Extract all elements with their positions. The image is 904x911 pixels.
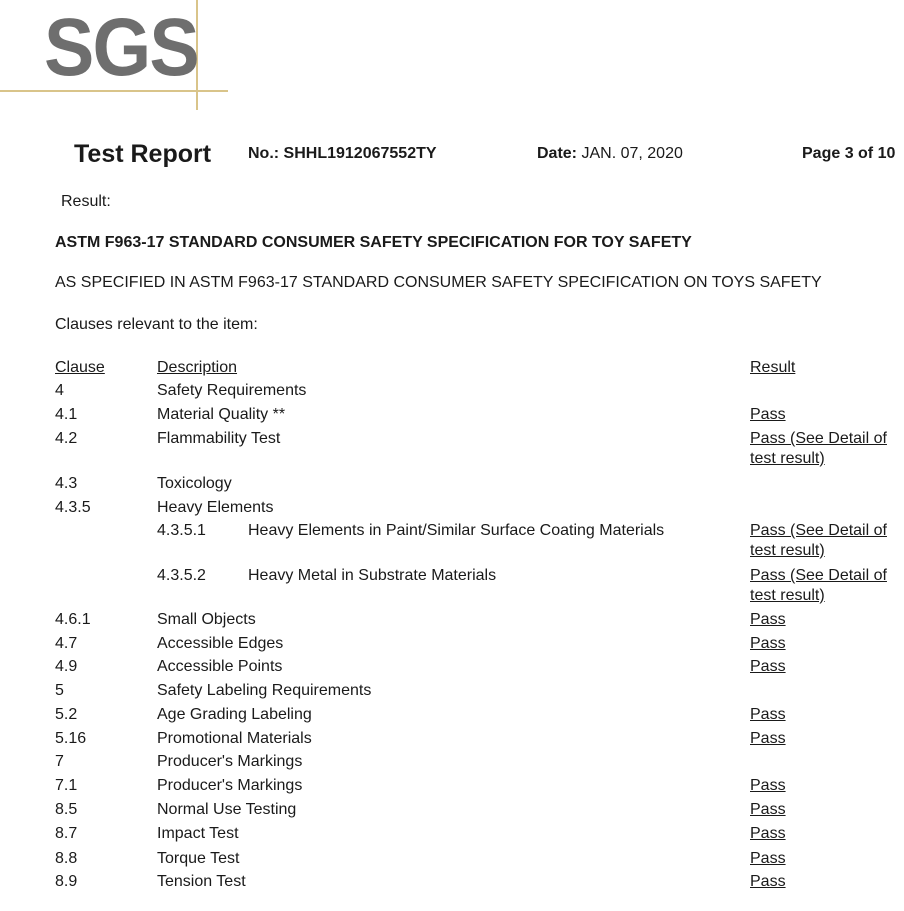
result-value: Pass [750, 406, 786, 423]
logo-text: SGS [44, 2, 198, 93]
clause-description: Safety Requirements [157, 382, 307, 399]
clause-number: 4.3 [55, 475, 78, 492]
result-value: Pass (See Detail of test result) [750, 567, 887, 604]
result-value: Pass [750, 777, 786, 794]
clause-number: 4 [55, 382, 64, 399]
clause-number: 7 [55, 753, 64, 770]
clause-description: Producer's Markings [157, 753, 303, 770]
clause-description: Accessible Points [157, 658, 283, 675]
clause-description: Torque Test [157, 850, 240, 867]
clause-number: 4.2 [55, 430, 78, 447]
clause-description: Normal Use Testing [157, 801, 297, 818]
clause-description: Promotional Materials [157, 730, 312, 747]
report-date [537, 145, 683, 163]
clause-number: 5 [55, 682, 64, 699]
date-label: Date: [537, 145, 578, 162]
header-result: Result [750, 359, 796, 376]
clause-number: 4.3.5 [55, 499, 91, 516]
clause-description: Tension Test [157, 873, 246, 890]
clause-description: Producer's Markings [157, 777, 303, 794]
clause-number: 7.1 [55, 777, 78, 794]
header-description: Description [157, 359, 238, 376]
clause-number: 4.9 [55, 658, 78, 675]
page-number: Page 3 of 10 [802, 145, 896, 162]
date-value: JAN. 07, 2020 [581, 145, 683, 162]
result-value: Pass [750, 801, 786, 818]
clause-description: Toxicology [157, 475, 232, 492]
clause-description: Age Grading Labeling [157, 706, 312, 723]
clause-description: Heavy Elements in Paint/Similar Surface Coating Materials [248, 522, 665, 539]
result-value: Pass [750, 873, 786, 890]
clause-number: 8.9 [55, 873, 78, 890]
clause-description: Safety Labeling Requirements [157, 682, 372, 699]
subclause-number: 4.3.5.2 [157, 567, 206, 584]
clause-description: Heavy Metal in Substrate Materials [248, 567, 497, 584]
clause-number: 5.2 [55, 706, 78, 723]
result-value: Pass [750, 730, 786, 747]
clause-number: 5.16 [55, 730, 87, 747]
clause-number: 4.1 [55, 406, 78, 423]
result-value: Pass (See Detail of test result) [750, 522, 887, 559]
result-value: Pass [750, 850, 786, 867]
clause-description: Material Quality ** [157, 406, 286, 423]
report-title: Test Report [74, 140, 212, 168]
clause-description: Heavy Elements [157, 499, 274, 516]
clause-number: 8.5 [55, 801, 78, 818]
clause-description: Impact Test [157, 825, 239, 842]
clause-description: Flammability Test [157, 430, 281, 447]
subclause-number: 4.3.5.1 [157, 522, 206, 539]
clause-number: 8.8 [55, 850, 78, 867]
header-clause: Clause [55, 359, 105, 376]
clause-number: 8.7 [55, 825, 78, 842]
result-value: Pass [750, 825, 786, 842]
standard-title: ASTM F963-17 STANDARD CONSUMER SAFETY SPECIFICATION FOR TOY SAFETY [55, 234, 692, 251]
report-number: No.: SHHL1912067552TY [248, 145, 437, 162]
result-value: Pass [750, 658, 786, 675]
clause-number: 4.6.1 [55, 611, 91, 628]
clause-description: Accessible Edges [157, 635, 284, 652]
standard-subtitle: AS SPECIFIED IN ASTM F963-17 STANDARD CONSUMER SAFETY SPECIFICATION ON TOYS SAFETY [55, 274, 822, 291]
clause-description: Small Objects [157, 611, 256, 628]
result-value: Pass [750, 706, 786, 723]
result-value: Pass [750, 611, 786, 628]
clause-number: 4.7 [55, 635, 78, 652]
result-value: Pass (See Detail of test result) [750, 430, 887, 467]
result-value: Pass [750, 635, 786, 652]
clauses-label: Clauses relevant to the item: [55, 316, 258, 333]
result-label: Result: [61, 193, 111, 210]
